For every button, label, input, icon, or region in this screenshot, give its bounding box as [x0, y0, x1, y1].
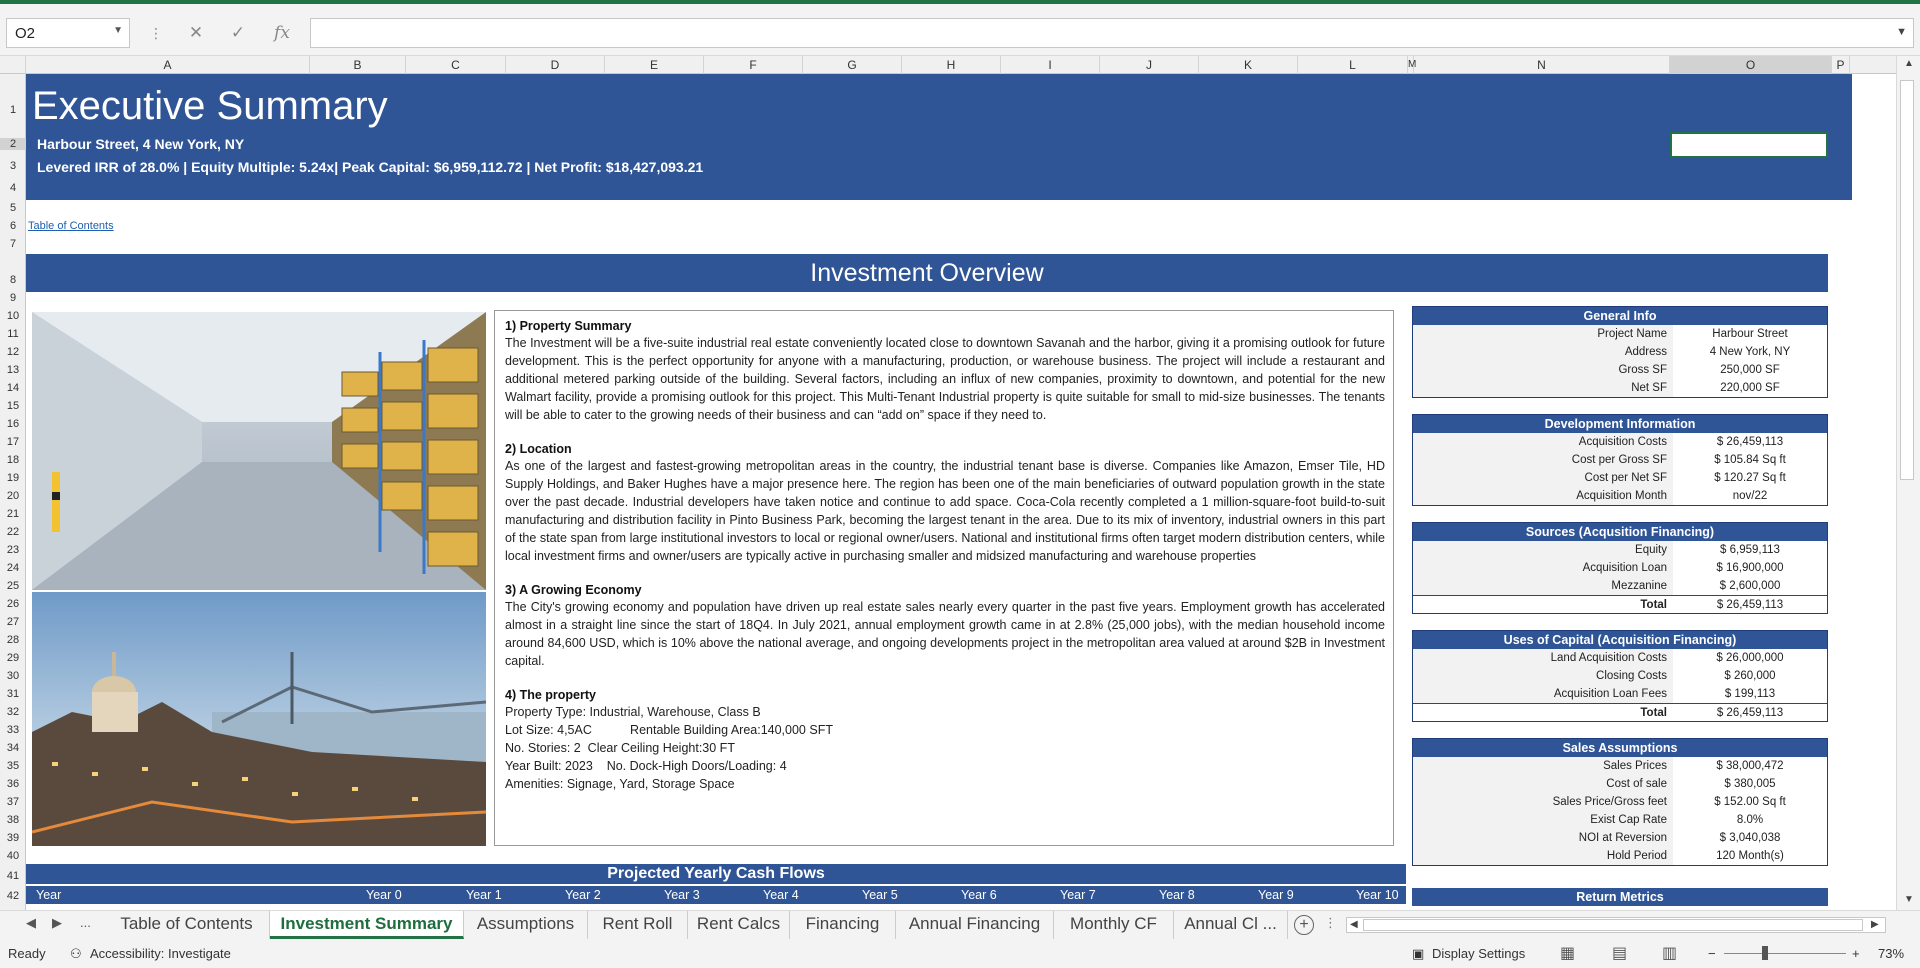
- table-row[interactable]: [1413, 487, 1827, 505]
- row-value: $ 199,113: [1724, 688, 1776, 700]
- column-headers: [0, 56, 1920, 74]
- row-header[interactable]: 19: [6, 472, 20, 484]
- column-header[interactable]: D: [506, 56, 605, 74]
- row-value: $ 152.00 Sq ft: [1714, 796, 1786, 808]
- column-header[interactable]: I: [1001, 56, 1100, 74]
- column-header[interactable]: M: [1408, 56, 1414, 74]
- year-cell: Year 8: [1159, 888, 1195, 902]
- year-cell: Year 4: [763, 888, 799, 902]
- table-row[interactable]: [1413, 325, 1827, 343]
- section-title: 1) Property Summary: [505, 319, 632, 333]
- row-value: Harbour Street: [1712, 328, 1788, 340]
- formula-bar: [0, 4, 1920, 56]
- name-box-value: O2: [15, 25, 36, 42]
- column-header[interactable]: G: [803, 56, 902, 74]
- row-label: Equity: [1413, 541, 1673, 559]
- row-header[interactable]: 6: [9, 220, 17, 232]
- table-title: Sales Assumptions: [1413, 739, 1827, 757]
- table-title: Uses of Capital (Acquisition Financing): [1413, 631, 1827, 649]
- cancel-icon[interactable]: ✕: [188, 23, 204, 42]
- table-row[interactable]: [1413, 649, 1827, 667]
- property-detail-line: Lot Size: 4,5AC Rentable Building Area:140,000 SFT: [505, 723, 833, 737]
- more-options-icon[interactable]: ⋮: [149, 25, 163, 41]
- column-header[interactable]: C: [406, 56, 506, 74]
- return-metrics-header: Return Metrics: [1412, 888, 1828, 906]
- table-row[interactable]: [1413, 343, 1827, 361]
- year-cell: Year 10: [1356, 888, 1399, 902]
- name-box[interactable]: [6, 18, 130, 48]
- tab-table-of-contents[interactable]: Table of Contents: [104, 911, 270, 939]
- zoom-out-button[interactable]: −: [1708, 946, 1716, 961]
- property-summary-section: [505, 319, 1385, 424]
- tab-annual-cf[interactable]: Annual Cl ...: [1174, 911, 1288, 939]
- table-row[interactable]: [1413, 361, 1827, 379]
- worksheet-grid[interactable]: [26, 74, 1896, 910]
- uses-of-capital-table: [1412, 630, 1828, 722]
- tab-annual-financing[interactable]: Annual Financing: [896, 911, 1054, 939]
- row-label: Hold Period: [1413, 847, 1673, 865]
- row-header[interactable]: 5: [9, 202, 17, 214]
- row-header[interactable]: 42: [6, 890, 20, 902]
- economy-section: [505, 583, 1385, 670]
- property-detail-line: Year Built: 2023 No. Dock-High Doors/Loading: 4: [505, 759, 787, 773]
- year-cell: Year 9: [1258, 888, 1294, 902]
- table-row[interactable]: [1413, 451, 1827, 469]
- row-label: Address: [1413, 343, 1673, 361]
- row-header[interactable]: 11: [7, 328, 19, 340]
- prev-sheet-icon[interactable]: ◀: [26, 915, 36, 930]
- year-cell: Year 3: [664, 888, 700, 902]
- row-headers: [0, 74, 26, 910]
- table-row[interactable]: [1413, 559, 1827, 577]
- table-row[interactable]: [1413, 433, 1827, 451]
- status-bar: [0, 940, 1920, 968]
- column-header[interactable]: P: [1832, 56, 1850, 74]
- sheet-tab-bar: [0, 910, 1920, 940]
- status-ready: Ready: [8, 946, 46, 961]
- row-header[interactable]: 25: [6, 580, 20, 592]
- row-header[interactable]: 10: [6, 310, 20, 322]
- row-value: $ 2,600,000: [1719, 580, 1781, 592]
- column-header-selected[interactable]: O: [1670, 56, 1832, 74]
- tab-monthly-cf[interactable]: Monthly CF: [1054, 911, 1174, 939]
- column-header[interactable]: F: [704, 56, 803, 74]
- table-row[interactable]: [1413, 793, 1827, 811]
- display-settings-button[interactable]: Display Settings: [1432, 946, 1526, 961]
- zoom-slider[interactable]: [1724, 953, 1846, 954]
- section-body: As one of the largest and fastest-growing metropolitan areas in the country, the industrial tenant base is diverse. Companies like Amazon, Emser Tile, HD Supply Holdings, and Baker Hughes have a major presence here. The region has been one of the main beneficiaries of outward population growth in the state over the past decade. Industrial developers have taken notice and continue to add space. Coca-Cola recently completed a 1 million-square-foot build-to-suit manufacturing and distribution facility in Pinto Business Park, becoming the largest tenant in the area. Due to its mix of inventory, industrial owners in this part of the state span from large institutional investors to local or regional owner/users. National and institutional firms often target modern distribution centers, while local investment firms and owner/users are typically active in purchasing smaller and midsized manufacturing and warehouse properties: [505, 459, 1385, 563]
- page-layout-icon[interactable]: ▤: [1612, 945, 1628, 962]
- row-header[interactable]: 41: [6, 870, 20, 882]
- row-header[interactable]: 7: [9, 238, 17, 250]
- row-header[interactable]: 40: [6, 850, 20, 862]
- warehouse-photo[interactable]: [32, 312, 486, 590]
- row-header[interactable]: 37: [6, 796, 20, 808]
- tab-rent-calcs[interactable]: Rent Calcs: [688, 911, 790, 939]
- cash-flows-header: Projected Yearly Cash Flows: [26, 864, 1406, 884]
- column-header[interactable]: E: [605, 56, 704, 74]
- row-value: $ 120.27 Sq ft: [1714, 472, 1786, 484]
- confirm-icon[interactable]: ✓: [230, 23, 246, 42]
- scroll-up-icon[interactable]: ▲: [1904, 58, 1914, 69]
- year-cell: Year 6: [961, 888, 997, 902]
- table-row[interactable]: [1413, 757, 1827, 775]
- investment-narrative[interactable]: [494, 310, 1394, 846]
- section-title: 2) Location: [505, 442, 572, 456]
- total-row[interactable]: [1413, 703, 1827, 721]
- total-row[interactable]: [1413, 595, 1827, 613]
- property-detail-line: Property Type: Industrial, Warehouse, Class B: [505, 705, 761, 719]
- table-row[interactable]: [1413, 685, 1827, 703]
- row-header[interactable]: 27: [6, 616, 20, 628]
- tab-investment-summary[interactable]: Investment Summary: [270, 911, 464, 939]
- year-header-row: [26, 886, 1406, 904]
- row-label: Acquisition Costs: [1413, 433, 1673, 451]
- accessibility-status[interactable]: Accessibility: Investigate: [90, 946, 231, 961]
- total-value: $ 26,459,113: [1716, 707, 1784, 719]
- year-label: Year: [36, 888, 62, 902]
- year-cell: Year 1: [466, 888, 502, 902]
- column-header[interactable]: H: [902, 56, 1001, 74]
- row-value: $ 3,040,038: [1719, 832, 1781, 844]
- row-label: Land Acquisition Costs: [1413, 649, 1673, 667]
- row-header[interactable]: 20: [6, 490, 20, 502]
- scroll-down-icon[interactable]: ▼: [1904, 894, 1914, 905]
- table-row[interactable]: [1413, 577, 1827, 595]
- row-label: Cost per Gross SF: [1413, 451, 1673, 469]
- scroll-right-icon[interactable]: ▶: [1871, 919, 1879, 930]
- add-sheet-button[interactable]: +: [1294, 915, 1314, 935]
- total-label: Total: [1413, 596, 1673, 613]
- row-label: Net SF: [1413, 379, 1673, 397]
- total-label: Total: [1413, 704, 1673, 721]
- column-header[interactable]: L: [1298, 56, 1408, 74]
- table-title: Sources (Acqusition Financing): [1413, 523, 1827, 541]
- row-header[interactable]: 39: [6, 832, 20, 844]
- column-header[interactable]: K: [1199, 56, 1298, 74]
- table-title: General Info: [1413, 307, 1827, 325]
- tab-splitter-icon[interactable]: ⋮: [1324, 915, 1337, 930]
- row-header[interactable]: 34: [6, 742, 20, 754]
- zoom-slider-thumb[interactable]: [1762, 946, 1768, 960]
- year-cell: Year 7: [1060, 888, 1096, 902]
- row-label: Project Name: [1413, 325, 1673, 343]
- table-row[interactable]: [1413, 829, 1827, 847]
- chevron-down-icon[interactable]: ▼: [113, 25, 123, 36]
- row-value: $ 16,900,000: [1716, 562, 1784, 574]
- row-header[interactable]: 18: [6, 454, 20, 466]
- row-header[interactable]: 38: [6, 814, 20, 826]
- accessibility-icon[interactable]: ⚇: [70, 946, 82, 961]
- row-label: Exist Cap Rate: [1413, 811, 1673, 829]
- row-label: Acquisition Loan: [1413, 559, 1673, 577]
- row-value: $ 38,000,472: [1716, 760, 1784, 772]
- horizontal-scrollbar[interactable]: [1346, 917, 1886, 933]
- table-row[interactable]: [1413, 541, 1827, 559]
- row-label: NOI at Reversion: [1413, 829, 1673, 847]
- row-value: 250,000 SF: [1720, 364, 1780, 376]
- investment-overview-header: Investment Overview: [26, 254, 1828, 292]
- year-cell: Year 0: [366, 888, 402, 902]
- row-header[interactable]: 9: [9, 292, 17, 304]
- row-header[interactable]: 14: [6, 382, 20, 394]
- section-body: The City's growing economy and population have driven up real estate sales nearly every quarter in the past five years. Employment growth has accelerated almost in a straight line since the start of 18Q4. In July 2021, annual employment growth came in at 2.8% (25,000 jobs), with the median household income around 84,600 USD, which is 10% above the national average, and ongoing developments project in the metropolitan area valued at around $2B in Investment capital.: [505, 600, 1385, 668]
- row-header[interactable]: 1: [9, 104, 17, 116]
- page-title: Executive Summary: [32, 84, 388, 128]
- tab-rent-roll[interactable]: Rent Roll: [588, 911, 688, 939]
- row-header[interactable]: 8: [9, 274, 17, 286]
- column-header[interactable]: B: [310, 56, 406, 74]
- property-detail-line: Amenities: Signage, Yard, Storage Space: [505, 777, 735, 791]
- display-settings-icon[interactable]: ▣: [1412, 946, 1425, 961]
- row-label: Closing Costs: [1413, 667, 1673, 685]
- expand-formula-icon[interactable]: ▼: [1896, 26, 1907, 38]
- table-of-contents-link[interactable]: Table of Contents: [28, 220, 114, 232]
- total-value: $ 26,459,113: [1716, 599, 1784, 611]
- property-details-section: [505, 688, 1385, 793]
- tab-assumptions[interactable]: Assumptions: [464, 911, 588, 939]
- section-body: The Investment will be a five-suite industrial real estate conveniently located close to downtown Savanah and the harbor, giving it a promising outlook for future development. This is the perfect opportunity for anyone with a manufacturing, production, or warehouse business. The project will include a restaurant and additional metered parking outside of the building. Several factors, including an influx of new companies, proximity to downtown, and potential for the new Walmart facility, provide a promising outlook for this project. This Multi-Tenant Industrial property is quite suitable for small to mid-size businesses. The tenants will be able to cater to the growing needs of their business and can “add on” space if they need to.: [505, 336, 1385, 422]
- row-label: Acquisition Loan Fees: [1413, 685, 1673, 703]
- vertical-scroll-thumb[interactable]: [1900, 80, 1914, 480]
- row-header-selected[interactable]: 2: [0, 138, 26, 150]
- location-section: [505, 442, 1385, 565]
- row-label: Gross SF: [1413, 361, 1673, 379]
- row-header[interactable]: 28: [6, 634, 20, 646]
- table-row[interactable]: [1413, 811, 1827, 829]
- row-header[interactable]: 12: [6, 346, 20, 358]
- row-label: Acquisition Month: [1413, 487, 1673, 505]
- zoom-level[interactable]: 73%: [1878, 946, 1905, 961]
- row-value: 8.0%: [1736, 814, 1764, 826]
- table-row[interactable]: [1413, 775, 1827, 793]
- development-info-table: [1412, 414, 1828, 506]
- column-header[interactable]: J: [1100, 56, 1199, 74]
- row-value: $ 26,000,000: [1716, 652, 1784, 664]
- table-row[interactable]: [1413, 379, 1827, 397]
- column-header[interactable]: N: [1414, 56, 1670, 74]
- page-break-view-icon[interactable]: ▥: [1662, 945, 1678, 962]
- section-title: 3) A Growing Economy: [505, 583, 642, 597]
- property-detail-line: No. Stories: 2 Clear Ceiling Height:30 FT: [505, 741, 735, 755]
- row-value: $ 380,005: [1724, 778, 1776, 790]
- row-header[interactable]: 16: [6, 418, 20, 430]
- row-header[interactable]: 31: [6, 688, 20, 700]
- row-header[interactable]: 30: [6, 670, 20, 682]
- row-header[interactable]: 29: [6, 652, 20, 664]
- year-cell: Year 5: [862, 888, 898, 902]
- row-header[interactable]: 3: [9, 160, 17, 172]
- city-photo[interactable]: [32, 592, 486, 846]
- formula-input[interactable]: [310, 18, 1914, 48]
- row-header[interactable]: 13: [6, 364, 20, 376]
- scroll-left-icon[interactable]: ◀: [1350, 919, 1358, 930]
- normal-view-icon[interactable]: ▦: [1560, 945, 1576, 962]
- project-address: Harbour Street, 4 New York, NY: [37, 136, 245, 152]
- row-label: Cost per Net SF: [1413, 469, 1673, 487]
- row-header[interactable]: 23: [6, 544, 20, 556]
- row-label: Mezzanine: [1413, 577, 1673, 595]
- horizontal-scroll-thumb[interactable]: [1363, 919, 1863, 931]
- table-row[interactable]: [1413, 667, 1827, 685]
- row-header[interactable]: 33: [6, 724, 20, 736]
- next-sheet-icon[interactable]: ▶: [52, 915, 62, 930]
- row-value: $ 6,959,113: [1720, 544, 1780, 556]
- row-value: $ 260,000: [1724, 670, 1776, 682]
- row-header[interactable]: 35: [6, 760, 20, 772]
- row-value: nov/22: [1732, 490, 1768, 502]
- key-metrics: Levered IRR of 28.0% | Equity Multiple: 5.24x| Peak Capital: $6,959,112.72 | Net Profit: $18,427,093.21: [37, 159, 704, 175]
- row-label: Sales Price/Gross feet: [1413, 793, 1673, 811]
- year-cell: Year 2: [565, 888, 601, 902]
- insert-function-icon[interactable]: fx: [274, 23, 290, 43]
- summary-banner: [26, 74, 1852, 200]
- row-header[interactable]: 4: [9, 182, 17, 194]
- row-header[interactable]: 15: [6, 400, 20, 412]
- row-header[interactable]: 22: [6, 526, 20, 538]
- row-label: Cost of sale: [1413, 775, 1673, 793]
- row-value: $ 105.84 Sq ft: [1714, 454, 1786, 466]
- general-info-table: [1412, 306, 1828, 398]
- row-header[interactable]: 36: [6, 778, 20, 790]
- row-value: 120 Month(s): [1716, 850, 1784, 862]
- tab-financing[interactable]: Financing: [790, 911, 896, 939]
- row-header[interactable]: 26: [6, 598, 20, 610]
- select-all-corner[interactable]: [0, 56, 26, 74]
- row-header[interactable]: 17: [6, 436, 20, 448]
- table-title: Development Information: [1413, 415, 1827, 433]
- selected-cell[interactable]: [1670, 132, 1828, 158]
- row-value: 220,000 SF: [1720, 382, 1780, 394]
- column-header[interactable]: A: [26, 56, 310, 74]
- sales-assumptions-table: [1412, 738, 1828, 866]
- row-value: 4 New York, NY: [1709, 346, 1791, 358]
- table-row[interactable]: [1413, 469, 1827, 487]
- sources-table: [1412, 522, 1828, 614]
- row-header[interactable]: 24: [6, 562, 20, 574]
- table-row[interactable]: [1413, 847, 1827, 865]
- section-title: 4) The property: [505, 688, 596, 702]
- more-sheets-button[interactable]: ...: [80, 915, 91, 930]
- zoom-in-button[interactable]: +: [1852, 946, 1860, 961]
- row-header[interactable]: 21: [6, 508, 20, 520]
- row-label: Sales Prices: [1413, 757, 1673, 775]
- row-value: $ 26,459,113: [1716, 436, 1784, 448]
- row-header[interactable]: 32: [6, 706, 20, 718]
